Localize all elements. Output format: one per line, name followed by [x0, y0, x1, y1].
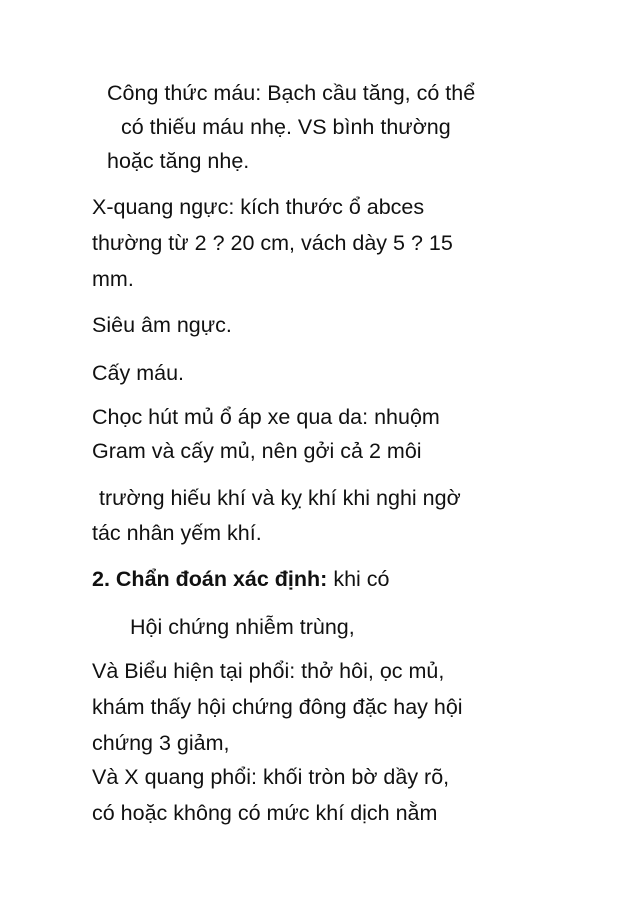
section-heading-rest: khi có [333, 567, 390, 591]
text-line: chứng 3 giảm, [92, 731, 230, 755]
text-line: khám thấy hội chứng đông đặc hay hội [92, 695, 463, 719]
section-heading [92, 566, 390, 593]
text-line: thường từ 2 ? 20 cm, vách dày 5 ? 15 [92, 231, 453, 255]
section-heading-bold: 2. Chẩn đoán xác định: [92, 567, 328, 591]
text-line: trường hiếu khí và kỵ khí khi nghi ngờ [99, 486, 461, 510]
text-line: Siêu âm ngực. [92, 313, 232, 337]
text-line: X-quang ngực: kích thước ổ abces [92, 195, 425, 219]
text-line: Gram và cấy mủ, nên gởi cả 2 môi [92, 439, 422, 463]
text-line: Cấy máu. [92, 361, 185, 385]
text-line: hoặc tăng nhẹ. [107, 149, 250, 173]
text-line: mm. [92, 267, 134, 291]
text-line: Công thức máu: Bạch cầu tăng, có thể [107, 81, 476, 105]
text-line: có hoặc không có mức khí dịch nằm [92, 801, 438, 825]
text-line: Và Biểu hiện tại phổi: thở hôi, ọc mủ, [92, 659, 445, 683]
text-line: Và X quang phổi: khối tròn bờ dầy rõ, [92, 765, 450, 789]
text-line: Chọc hút mủ ổ áp xe qua da: nhuộm [92, 405, 440, 429]
text-line: tác nhân yếm khí. [92, 521, 262, 545]
text-line: có thiếu máu nhẹ. VS bình thường [121, 115, 451, 139]
text-line: Hội chứng nhiễm trùng, [130, 615, 355, 639]
